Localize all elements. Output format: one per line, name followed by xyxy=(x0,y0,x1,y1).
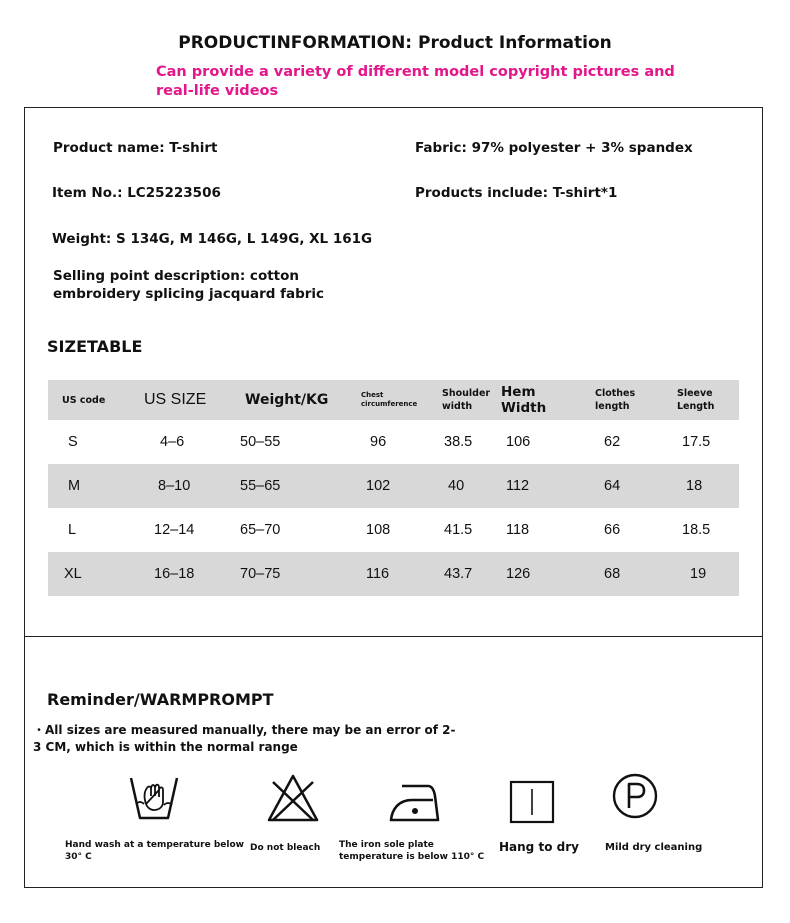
cell-weight: 55–65 xyxy=(230,464,347,508)
cell-chest: 102 xyxy=(347,464,426,508)
cell-us-size: 8–10 xyxy=(130,464,230,508)
cell-us-code: XL xyxy=(48,552,130,596)
fabric: Fabric: 97% polyester + 3% spandex xyxy=(415,140,693,156)
reminder-title: Reminder/WARMPROMPT xyxy=(47,690,274,709)
header-us-size: US SIZE xyxy=(130,380,230,420)
selling-point: Selling point description: cotton embroidery splicing jacquard fabric xyxy=(53,268,325,302)
mild-dry-cleaning-caption: Mild dry cleaning xyxy=(605,842,703,853)
hand-wash-caption: Hand wash at a temperature below 30° C xyxy=(65,840,244,862)
cell-hem: 106 xyxy=(506,434,531,450)
cell-hem: 126 xyxy=(483,552,579,596)
cell-us-size: 12–14 xyxy=(154,522,195,538)
products-include: Products include: T-shirt*1 xyxy=(415,185,618,201)
hand-wash-icon xyxy=(128,774,180,822)
table-row xyxy=(48,464,739,508)
cell-shoulder: 43.7 xyxy=(426,552,483,596)
cell-shoulder: 38.5 xyxy=(444,434,473,450)
header-clothes-length: Clothes length xyxy=(579,380,661,420)
cell-us-code: M xyxy=(48,464,130,508)
mild-dry-cleaning-icon xyxy=(611,772,659,820)
cell-hem: 112 xyxy=(483,464,579,508)
cell-us-size: 16–18 xyxy=(130,552,230,596)
cell-us-size: 4–6 xyxy=(160,434,185,450)
iron-icon xyxy=(388,782,442,824)
header-weight: Weight/KG xyxy=(230,380,347,420)
cell-us-code: S xyxy=(68,434,78,450)
size-table-header xyxy=(48,380,739,420)
cell-clothes-length: 62 xyxy=(604,434,621,450)
cell-chest: 96 xyxy=(370,434,387,450)
cell-sleeve-length: 19 xyxy=(661,552,739,596)
table-row xyxy=(48,552,739,596)
header-chest: Chest circumference xyxy=(347,380,426,420)
cell-weight: 50–55 xyxy=(240,434,281,450)
weight: Weight: S 134G, M 146G, L 149G, XL 161G xyxy=(52,231,373,247)
cell-hem: 118 xyxy=(506,522,530,538)
table-row xyxy=(48,508,739,552)
cell-weight: 70–75 xyxy=(230,552,347,596)
cell-chest: 116 xyxy=(347,552,426,596)
subtitle: Can provide a variety of different model copyright pictures and real-life videos xyxy=(156,64,675,99)
hang-to-dry-icon xyxy=(508,779,556,825)
do-not-bleach-icon xyxy=(265,772,321,824)
cell-sleeve-length: 17.5 xyxy=(682,434,711,450)
page-title: PRODUCTINFORMATION: Product Information xyxy=(178,33,612,53)
cell-weight: 65–70 xyxy=(240,522,281,538)
cell-shoulder: 41.5 xyxy=(444,522,473,538)
reminder-note: ・All sizes are measured manually, there may be an error of 2-3 CM, which is within the normal range xyxy=(33,723,456,754)
do-not-bleach-caption: Do not bleach xyxy=(250,843,321,853)
size-table-title: SIZETABLE xyxy=(47,337,143,356)
header-us-code: US code xyxy=(48,380,130,420)
header-sleeve-length: Sleeve Length xyxy=(661,380,739,420)
cell-sleeve-length: 18 xyxy=(661,464,739,508)
cell-sleeve-length: 18.5 xyxy=(682,522,711,538)
table-row xyxy=(48,420,739,464)
item-number: Item No.: LC25223506 xyxy=(52,185,221,201)
cell-clothes-length: 68 xyxy=(579,552,661,596)
cell-clothes-length: 66 xyxy=(604,522,621,538)
cell-us-code: L xyxy=(68,522,77,538)
cell-chest: 108 xyxy=(366,522,391,538)
header-hem: Hem Width xyxy=(483,380,579,420)
hang-to-dry-caption: Hang to dry xyxy=(499,840,579,854)
cell-clothes-length: 64 xyxy=(579,464,661,508)
size-table xyxy=(48,380,739,596)
product-name: Product name: T-shirt xyxy=(53,140,218,156)
iron-caption: The iron sole plate temperature is below 110° C xyxy=(339,840,485,862)
cell-shoulder: 40 xyxy=(426,464,483,508)
header-shoulder: Shoulder width xyxy=(426,380,483,420)
